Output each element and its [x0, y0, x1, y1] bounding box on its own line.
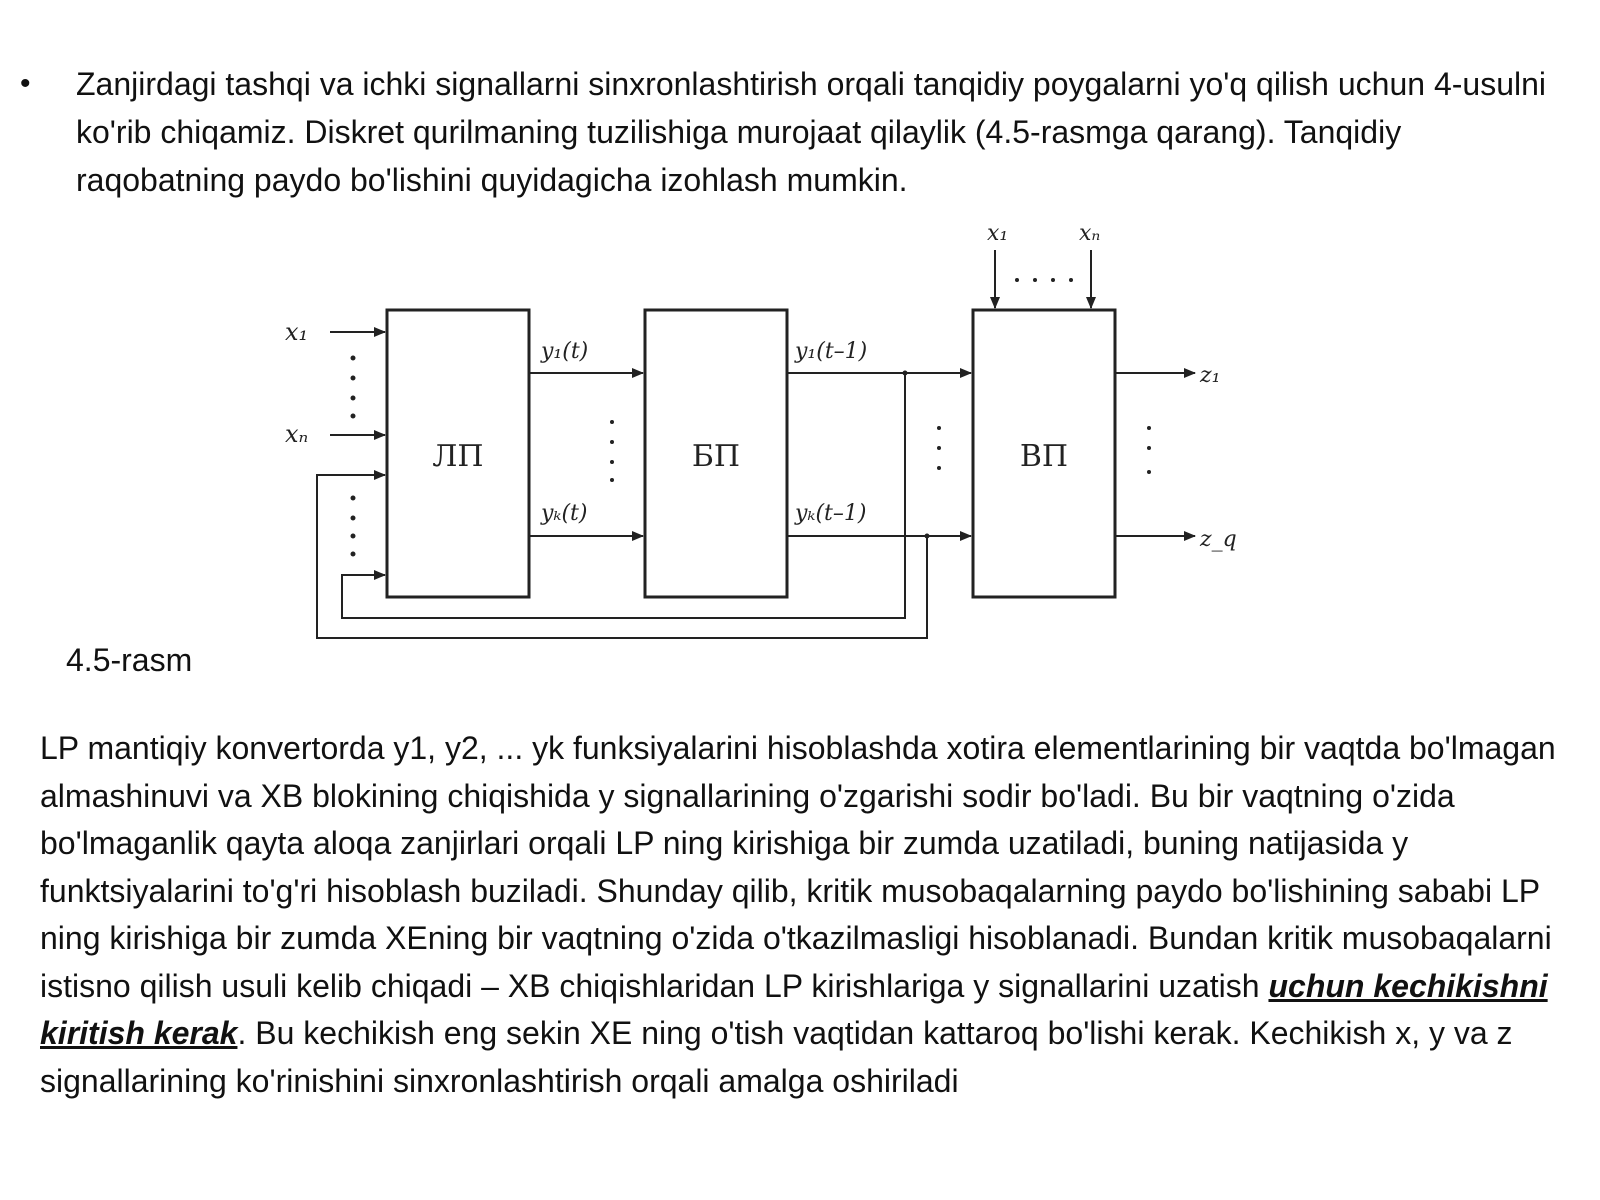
label-top-xn: xₙ — [1079, 221, 1101, 246]
label-ykt: yₖ(t) — [541, 501, 588, 526]
label-output-zq: z_q — [1200, 527, 1237, 552]
label-input-x1: x₁ — [285, 318, 309, 346]
paragraph-part-2: . Bu kechikish eng sekin XE ning o'tish vaqtidan kattaroq bo'lishi kerak. Kechikish x, y va z signallarining ko'rinishini sinxronlashtirish orqali amalga oshiriladi — [40, 1015, 1513, 1099]
paragraph-part-1: LP mantiqiy konvertorda y1, y2, ... yk funksiyalarini hisoblashda xotira elementlarining bir vaqtda bo'lmagan almashinuvi va XB blokining chiqishida y signallarining o'zgarishi sodir bo'ladi. Bu bir vaqtning o'zida bo'lmaganlik qayta aloqa zanjirlari orqali LP ning kirishiga bir zumda uzatiladi, buning natijasida y funktsiyalarini to'g'ri hisoblash buziladi. Shunday qilib, kritik musobaqalarning paydo bo'lishining sababi LP ning kirishiga bir zumda XEning bir vaqtning o'zida o'tkazilmasligi hisoblanadi. Bundan kritik musobaqalarni istisno qilish usuli kelib chiqadi – XB chiqishlaridan LP kirishlariga y signallarini uzatish — [40, 730, 1556, 1004]
feedback-loop-inner — [342, 373, 905, 618]
label-ykt1: yₖ(t–1) — [795, 501, 867, 526]
figure-caption: 4.5-rasm — [66, 642, 193, 678]
block-diagram-svg — [245, 210, 1265, 670]
label-block-lp: ЛП — [432, 439, 484, 474]
paragraph-emphasis: uchun kechikishni kiritish kerak — [40, 967, 1548, 1051]
bullet-item — [20, 60, 1560, 204]
label-y1t1: y₁(t–1) — [795, 339, 868, 364]
label-block-vp: ВП — [1019, 439, 1069, 474]
bullet-marker: • — [20, 67, 31, 100]
block-diagram — [245, 210, 1265, 670]
feedback-loop-outer — [317, 475, 927, 638]
label-output-z1: z₁ — [1200, 363, 1221, 388]
body-paragraph — [40, 725, 1560, 1105]
label-top-x1: x₁ — [987, 221, 1009, 246]
label-block-bp: БП — [691, 439, 741, 474]
bullet-text: Zanjirdagi tashqi va ichki signallarni sinxronlashtirish orqali tanqidiy poygalarni yo'q qilish uchun 4-usulni ko'rib chiqamiz. Diskret qurilmaning tuzilishiga murojaat qilaylik (4.5-rasmga qarang). Tanqidiy raqobatning paydo bo'lishini quyidagicha izohlash mumkin. — [76, 66, 1546, 198]
label-input-xn: xₙ — [285, 420, 309, 448]
label-y1t: y₁(t) — [541, 339, 589, 364]
